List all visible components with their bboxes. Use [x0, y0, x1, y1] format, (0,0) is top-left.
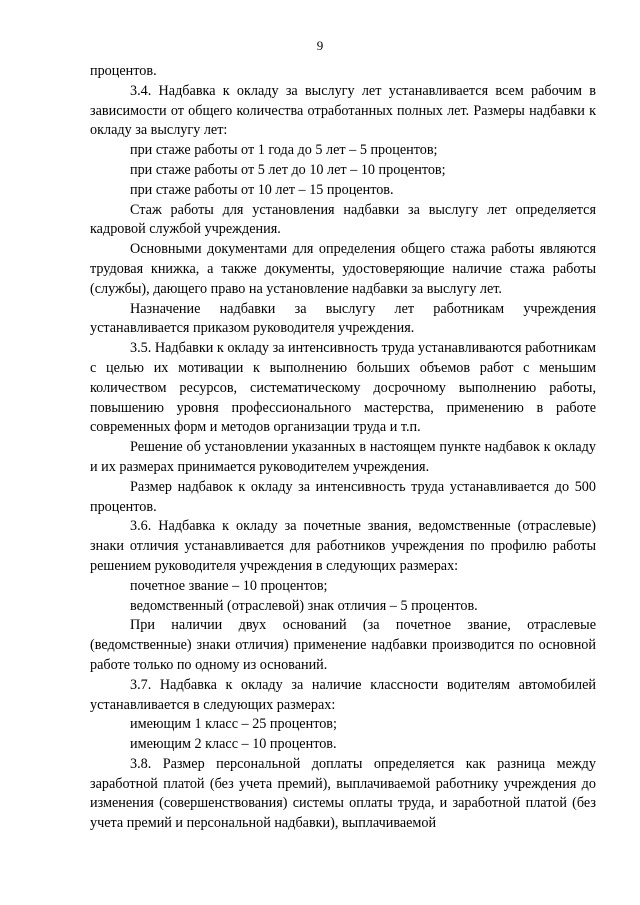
paragraph-seniority-order: Назначение надбавки за выслугу лет работникам учреждения устанавливается приказом руководителя учреждения. [90, 300, 596, 337]
paragraph-intensity-decision: Решение об установлении указанных в настоящем пункте надбавок к окладу и их размерах принимается руководителем учреждения. [90, 439, 596, 475]
paragraph-two-grounds: При наличии двух оснований (за почетное звание, отраслевые (ведомственные) знаки отличия) применение надбавки производится по основной работе только по одному из оснований. [90, 617, 596, 673]
paragraph-3-8: 3.8. Размер персональной доплаты определяется как разница между заработной платой (без учета премий), выплачиваемой работнику учреждения до изменения (совершенствования) системы оплаты труда, и заработной платой (без учета премий и персональной надбавки), выплачиваемой [90, 755, 596, 832]
page-body [90, 62, 596, 834]
paragraph-continuation: процентов. [90, 63, 157, 79]
list-item-class-2: имеющим 2 класс – 10 процентов. [130, 736, 337, 753]
list-item-class-1: имеющим 1 класс – 25 процентов; [130, 716, 337, 733]
paragraph-3-4: 3.4. Надбавка к окладу за выслугу лет устанавливается всем рабочим в зависимости от общего количества отработанных полных лет. Размеры надбавки к окладу за выслугу лет: [90, 82, 596, 139]
list-item-departmental-badge: ведомственный (отраслевой) знак отличия – 5 процентов. [130, 597, 478, 614]
list-item-seniority-1: при стаже работы от 1 года до 5 лет – 5 процентов; [130, 142, 438, 159]
list-item-seniority-2: при стаже работы от 5 лет до 10 лет – 10 процентов; [130, 161, 446, 178]
list-item-honorary-title: почетное звание – 10 процентов; [130, 577, 328, 594]
paragraph-intensity-size: Размер надбавок к окладу за интенсивность труда устанавливается до 500 процентов. [90, 478, 596, 515]
paragraph-3-5: 3.5. Надбавки к окладу за интенсивность труда устанавливаются работникам с целью их мотивации к выполнению больших объемов работ с меньшим количеством ресурсов, систематическому досрочному выполнению работы, повышению уровня профессионального мастерства, применению в работе современных форм и методов организации труда и т.п. [90, 340, 596, 436]
paragraph-3-7: 3.7. Надбавка к окладу за наличие классности водителям автомобилей устанавливается в следующих размерах: [90, 676, 596, 713]
paragraph-seniority-hr: Стаж работы для установления надбавки за выслугу лет определяется кадровой службой учреждения. [90, 201, 596, 238]
paragraph-seniority-documents: Основными документами для определения общего стажа работы являются трудовая книжка, а также документы, удостоверяющие наличие стажа работы (службы), дающего право на установление надбавки за выслугу лет. [90, 241, 596, 297]
list-item-seniority-3: при стаже работы от 10 лет – 15 процентов. [130, 181, 394, 198]
paragraph-3-6: 3.6. Надбавка к окладу за почетные звания, ведомственные (отраслевые) знаки отличия устанавливается для работников учреждения по профилю работы решением руководителя учреждения в следующих размерах: [90, 518, 596, 574]
page-number: 9 [316, 38, 324, 53]
